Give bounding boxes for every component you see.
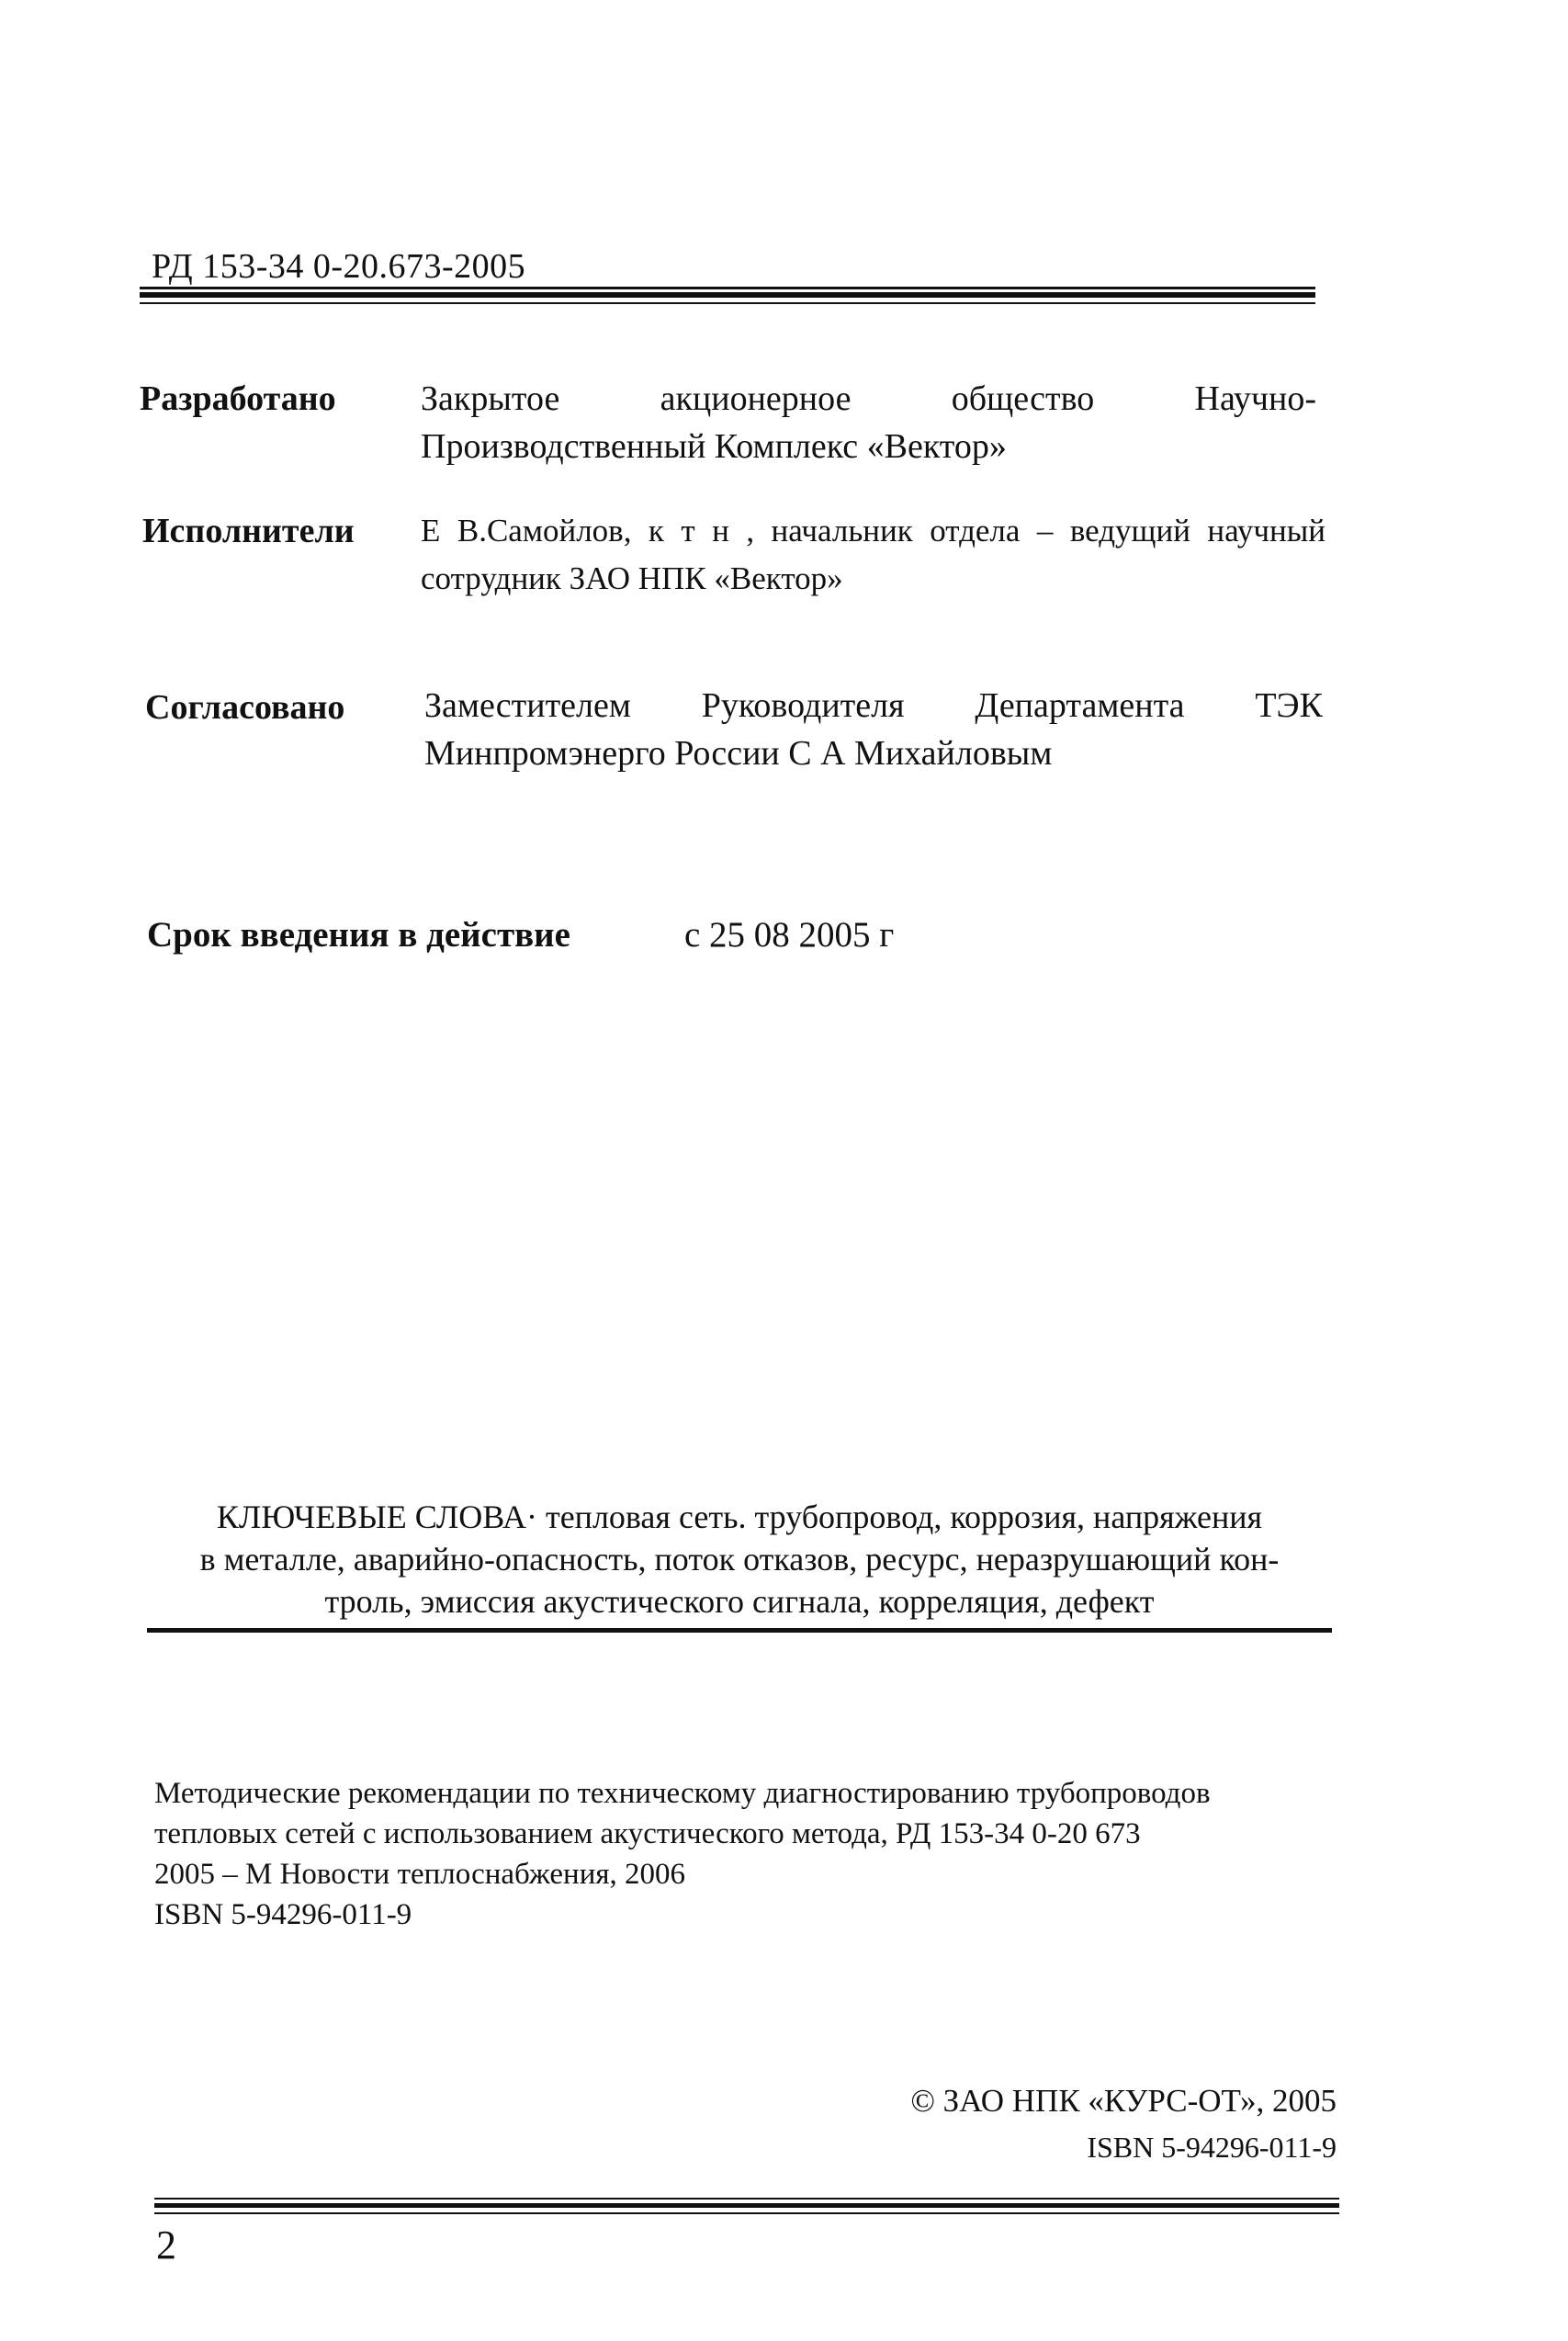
document-code: РД 153-34 0-20.673-2005: [152, 247, 526, 286]
credit-label-developed: Разработано: [140, 379, 336, 418]
header-rule-thin-bottom: [140, 302, 1315, 304]
credit-text-approved: Заместителем Руководителя Департамента ТЭК Минпромэнерго России С А Михайловым: [424, 686, 1323, 773]
copyright-line: © ЗАО НПК «КУРС-ОТ», 2005: [910, 2083, 1337, 2119]
footer-rule-thick: [154, 2203, 1339, 2208]
credit-label-authors: Исполнители: [142, 512, 355, 550]
header-rule-thin: [140, 287, 1315, 289]
keywords-line-1: КЛЮЧЕВЫЕ СЛОВА· тепловая сеть. трубопровод, коррозия, напряжения: [216, 1498, 1263, 1535]
bibliography-line-3: 2005 – М Новости теплоснабжения, 2006: [154, 1858, 686, 1891]
keywords-block: [147, 1496, 1332, 1623]
effective-label: Срок введения в действие: [147, 915, 570, 955]
header-rule-thick: [140, 292, 1315, 298]
credit-label-approved: Согласовано: [145, 688, 345, 727]
keywords-line-2: в металле, аварийно-опасность, поток отказов, ресурс, неразрушающий кон-: [199, 1541, 1280, 1578]
copyright-block: [643, 2078, 1337, 2170]
keywords-rule: [147, 1628, 1332, 1633]
page-number: 2: [156, 2222, 176, 2267]
bibliography-line-2: тепловых сетей с использованием акустического метода, РД 153-34 0-20 673: [154, 1817, 1141, 1850]
footer-rule-thin: [154, 2198, 1339, 2200]
bibliography-isbn: ISBN 5-94296-011-9: [154, 1898, 412, 1931]
effective-date: с 25 08 2005 г: [684, 915, 895, 955]
credit-text-developed: Закрытое акционерное общество Научно-Производственный Комплекс «Вектор»: [421, 379, 1316, 466]
bibliography-block: [154, 1773, 1330, 1935]
footer-rule-thin-bottom: [154, 2212, 1339, 2214]
bibliography-line-1: Методические рекомендации по техническому диагностированию трубопроводов: [154, 1777, 1211, 1810]
copyright-isbn: ISBN 5-94296-011-9: [1087, 2131, 1337, 2164]
keywords-line-3: троль, эмиссия акустического сигнала, корреляция, дефект: [324, 1583, 1155, 1620]
credit-text-authors: Е В.Самойлов, к т н , начальник отдела – ведущий научный сотрудник ЗАО НПК «Вектор»: [421, 513, 1325, 596]
